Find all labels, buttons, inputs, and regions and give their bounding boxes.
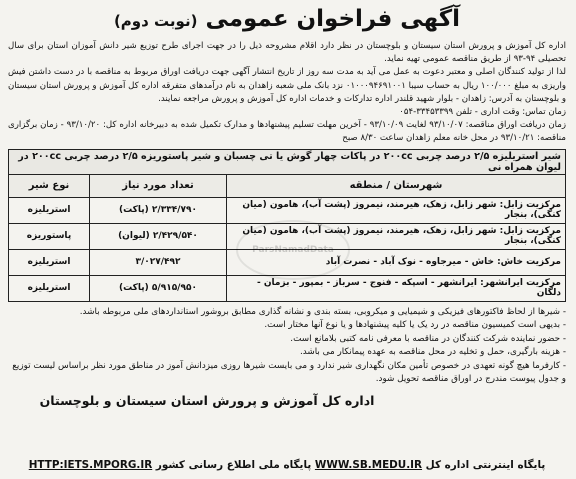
schedule-text: زمان دریافت اوراق مناقصه: ۹۳/۱۰/۰۷ لغایت ۹۳/۱۰/۰۹ - آخرین مهلت تسلیم پیشنهادها و مدارک تکمیل شده به دبیرخانه اداره کل: ۹۳/۱۰/۲۰ - زمان برگزاری مناقصه: ۹۳/۱۰/۲۱ در محل خانه معلم زاهدان ساعت ۸/۳۰ صبح (8, 120, 567, 144)
cell-qty: ۲/۳۳۴/۷۹۰ (پاکت) (90, 197, 227, 223)
cell-qty: ۳/۰۲۷/۴۹۲ (90, 249, 227, 275)
header-region: شهرستان / منطقه (227, 174, 566, 197)
table-header-row (9, 174, 566, 197)
cell-type: استریلیزه (9, 197, 90, 223)
cell-region: مرکزیت زابل: شهر زابل، زهک، هیرمند، نیمروز (پشت آب)، هامون (میان کنگی)، بنجار (227, 197, 566, 223)
issuer-signature: اداره کل آموزش و پرورش استان سیستان و بلوچستان (39, 392, 375, 408)
footer-link-b[interactable]: HTTP:IETS.MPORG.IR (28, 459, 153, 471)
footer-label-b: پایگاه ملی اطلاع رسانی کشور (155, 459, 312, 471)
cell-type: استریلیزه (9, 249, 90, 275)
note-item: - هزینه بارگیری، حمل و تخلیه در محل مناقصه به عهده پیمانکار می باشد. (299, 347, 566, 358)
note-item: - بدیهی است کمیسیون مناقصه در رد یک یا کلیه پیشنهادها و یا نوع آنها مختار است. (264, 320, 566, 331)
notice-title (8, 4, 566, 36)
title-main: آگهی فراخوان عمومی (205, 6, 461, 32)
intro-paragraph: لذا از تولید کنندگان اصلی و معتبر دعوت به عمل می آید به مدت سه روز از تاریخ انتشار آگهی جهت دریافت اوراق مربوط به مناقصه با در دست داشتن فیش واریزی به مبلغ ۱۰۰/۰۰۰ ریال به حساب سیبا ۰۱۰۰۰۹۴۶۹۱۰۰۱ نزد بانک ملی شعبه زاهدان به نام درآمدهای متفرقه اداره کل آموزش و پرورش استان سیستان و بلوچستان به آدرس: زاهدان - بلوار شهید قلندر اداره تدارکات و خدمات اداره کل آموزش و پرورش مراجعه نمایند. (8, 67, 567, 104)
intro-text (8, 40, 566, 146)
cell-type: پاستوریزه (9, 223, 90, 249)
footer (8, 459, 566, 471)
header-type: نوع شیر (9, 174, 90, 197)
note-item: - کارفرما هیچ گونه تعهدی در خصوص تأمین مکان نگهداری شیر ندارد و می بایست شیرها روزی میزدانش آموز در مناطق مورد نظر براساس لیست توزیع و جدول پیوست مندرج در اوراق مناقصه تحویل شود. (12, 360, 566, 385)
title-suffix: (نوبت دوم) (113, 12, 198, 30)
cell-type: استریلیزه (9, 275, 90, 301)
watermark-stamp: ParsNamadData (236, 220, 350, 280)
intro-paragraph: اداره کل آموزش و پرورش استان سیستان و بلوچستان در نظر دارد اقلام مشروحه ذیل را در جهت اجرای طرح توزیع شیر دانش آموزان استان برای سال تحصیلی ۹۴-۹۳ از طریق مناقصه عمومی تهیه نماید. (8, 41, 566, 65)
table-caption-row (9, 149, 566, 174)
note-item: - شیرها از لحاظ فاکتورهای فیزیکی و شیمیایی و میکروبی، بسته بندی و نشانه گذاری مطابق بروشور استانداردهای ملی مربوطه باشد. (79, 306, 566, 317)
contact-time: زمان تماس: وقت اداری - تلفن ۳۳۴۵۳۳۹۹-۰۵۴ (399, 107, 566, 118)
cell-qty: ۵/۹۱۵/۹۵۰ (پاکت) (90, 275, 227, 301)
footer-link-a[interactable]: WWW.SB.MEDU.IR (314, 459, 423, 471)
footer-label-a: پایگاه اینترنتی اداره کل (425, 459, 546, 471)
header-qty: تعداد مورد نیاز (90, 174, 227, 197)
table-caption: شیر استریلیزه ۲/۵ درصد چربی ۲۰۰cc در پاکات چهار گوش یا تی چسبان و شیر پاستوریزه ۲/۵ درصد چربی ۲۰۰cc در لیوان همراه نی (9, 149, 566, 174)
cell-region: مرکزیت خاش: خاش - میرجاوه - نوک آباد - نصرت آباد (227, 249, 566, 275)
cell-region: مرکزیت ایرانشهر: ایرانشهر - اسپکه - فنوج - سرباز - بمپور - بزمان - دلگان (227, 275, 566, 301)
cell-region: مرکزیت زابل: شهر زابل، زهک، هیرمند، نیمروز (پشت آب)، هامون (میان کنگی)، بنجار (227, 223, 566, 249)
notes-list (8, 306, 566, 387)
note-item: - حضور نماینده شرکت کنندگان در مناقصه با معرفی نامه کتبی بلامانع است. (290, 333, 566, 344)
cell-qty: ۲/۴۲۹/۵۴۰ (لیوان) (90, 223, 227, 249)
